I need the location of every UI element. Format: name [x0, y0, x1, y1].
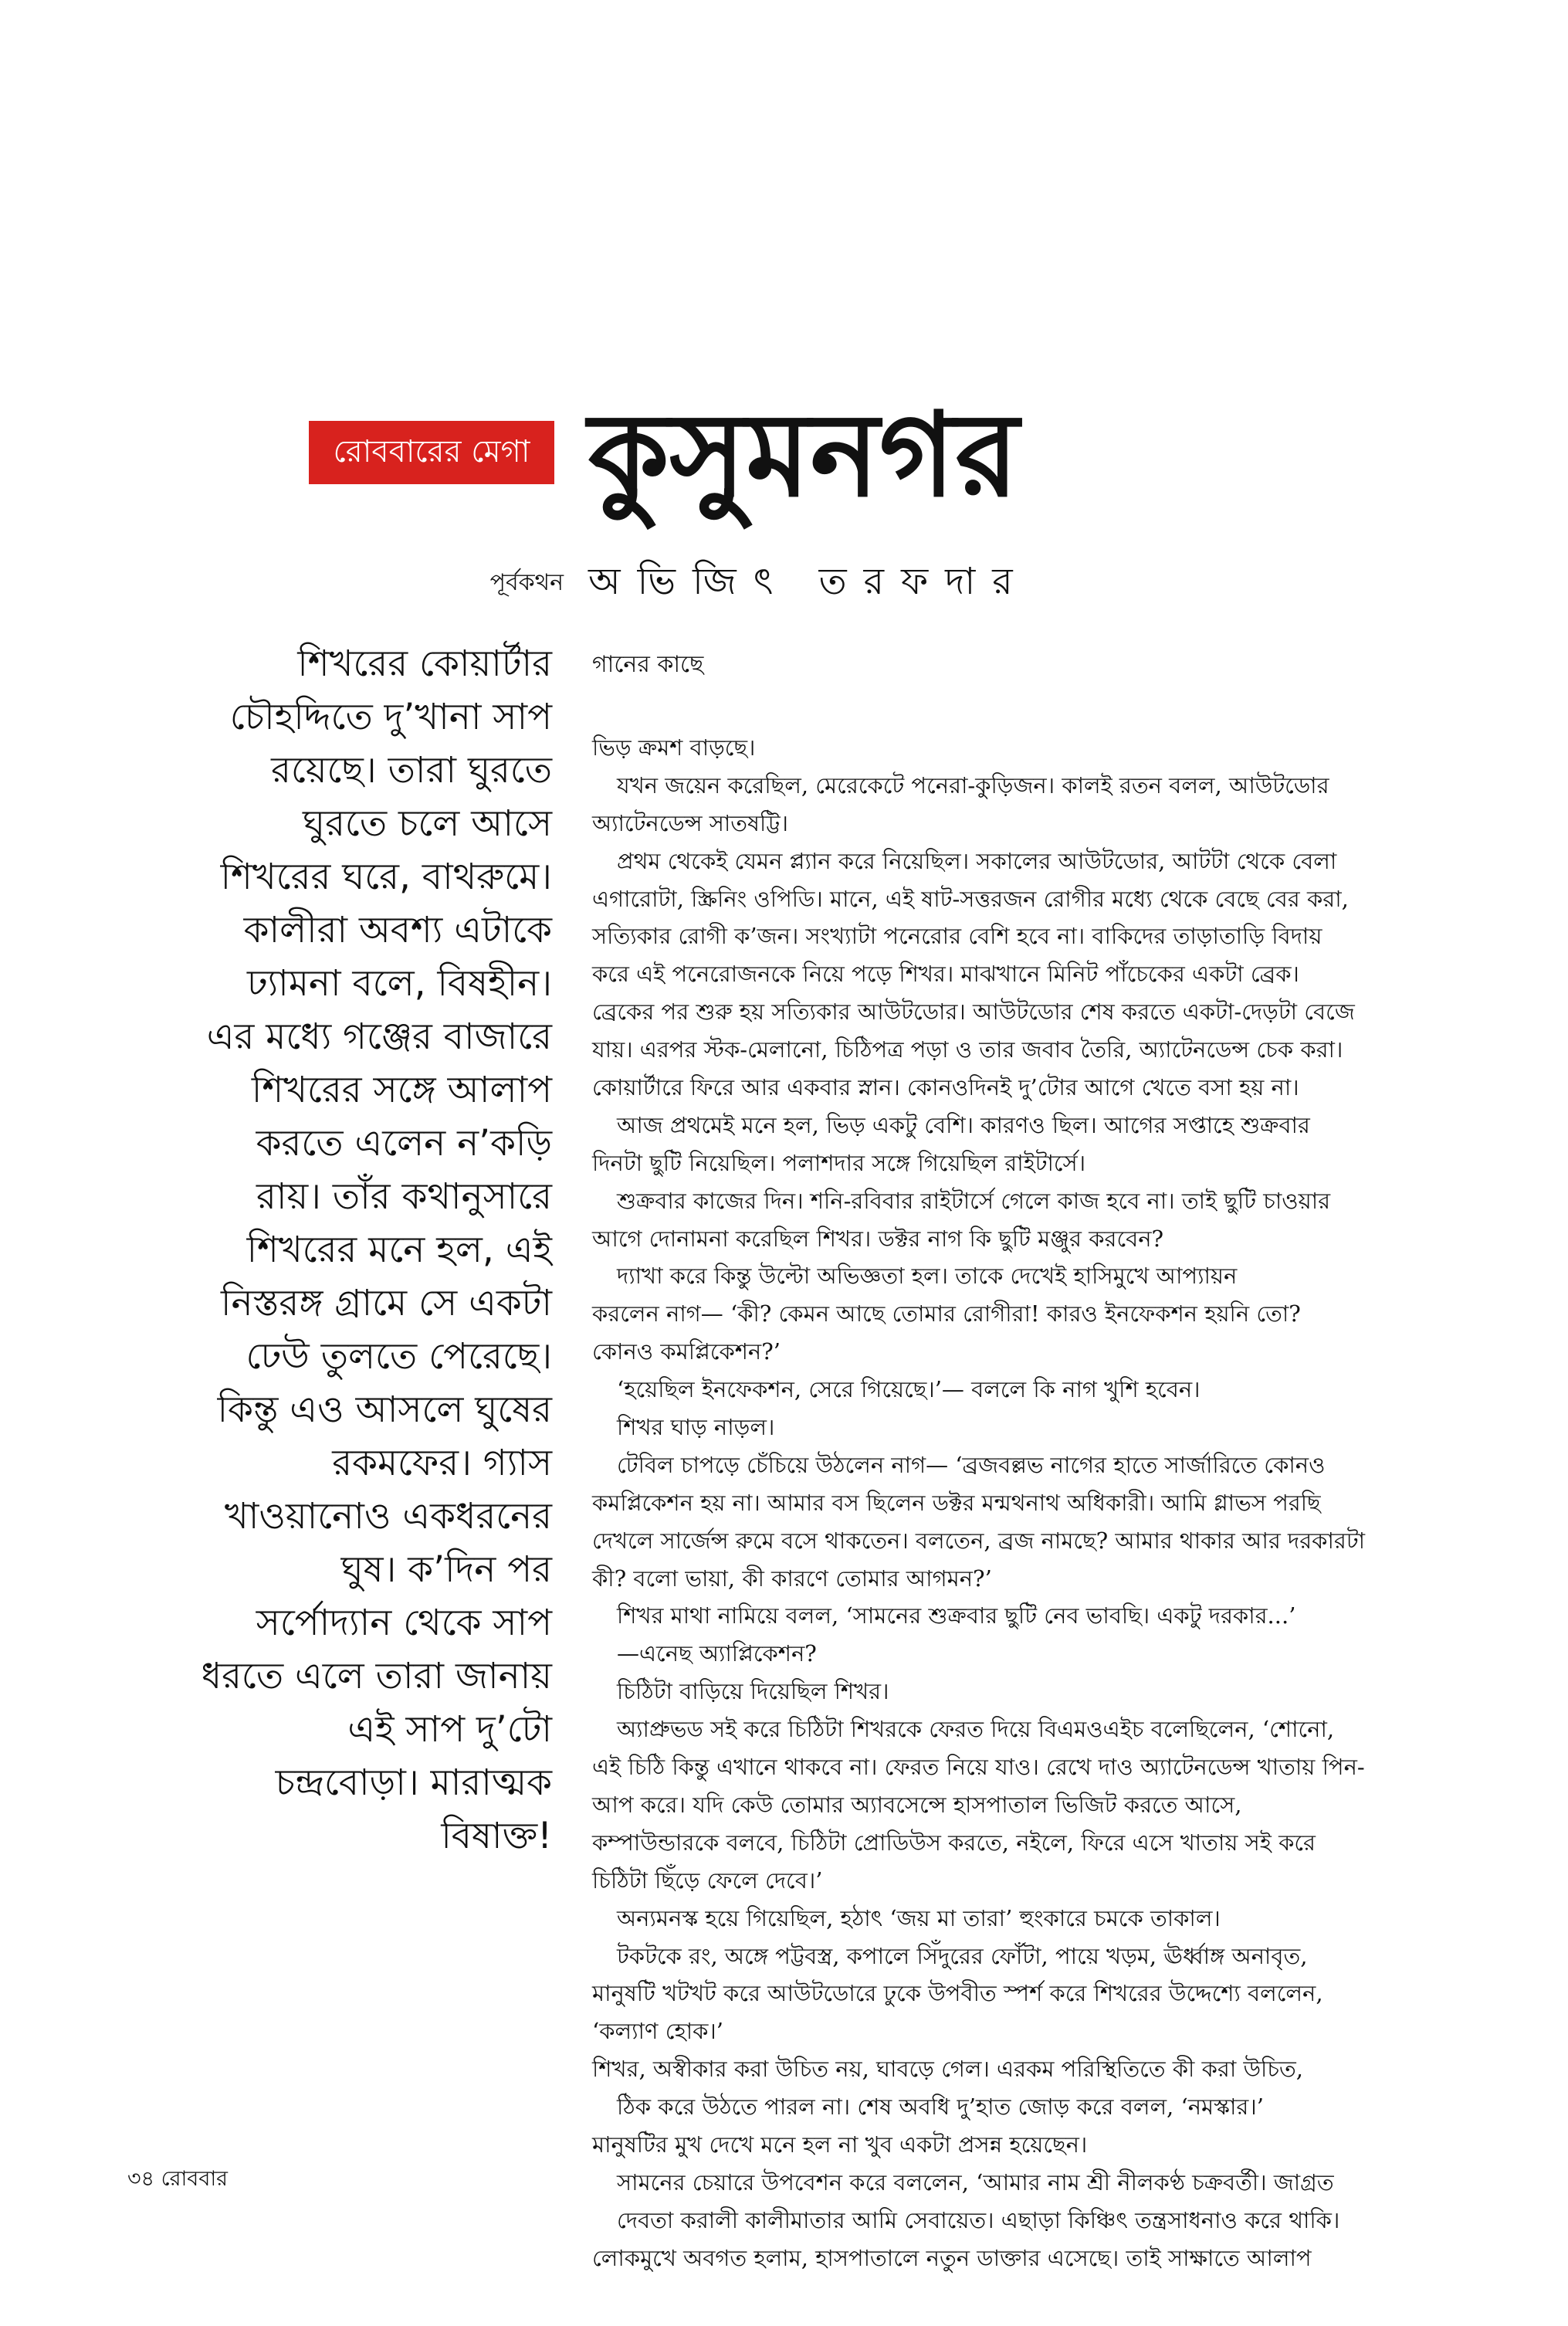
pull-quote-line: এর মধ্যে গঞ্জের বাজারে — [206, 1016, 552, 1058]
body-line: কোয়ার্টারে ফিরে আর একবার স্নান। কোনওদিনই দু’টোর আগে খেতে বসা হয় না। — [592, 1074, 1299, 1101]
body-line: এই চিঠি কিন্তু এখানে থাকবে না। ফেরত নিয়ে যাও। রেখে দাও অ্যাটেনডেন্স খাতায় পিন- — [592, 1754, 1365, 1781]
body-line: কমপ্লিকেশন হয় না। আমার বস ছিলেন ডক্টর মন্মথনাথ অধিকারী। আমি গ্লাভস পরছি — [592, 1489, 1321, 1516]
body-line: করে এই পনেরোজনকে নিয়ে পড়ে শিখর। মাঝখানে মিনিট পাঁচেকের একটা ব্রেক। — [592, 961, 1299, 988]
pull-quote-line: কিন্তু এও আসলে ঘুষের — [217, 1388, 552, 1431]
body-line: অন্যমনস্ক হয়ে গিয়েছিল, হঠাৎ ‘জয় মা তারা’ হুংকারে চমকে তাকাল। — [617, 1904, 1221, 1931]
pull-quote-line: রয়েছে। তারা ঘুরতে — [271, 749, 552, 792]
pull-quote-line: রকমফের। গ্যাস — [332, 1442, 552, 1484]
article-body — [592, 729, 1441, 2277]
pull-quote-line: শিখরের সঙ্গে আলাপ — [251, 1069, 552, 1111]
body-line: ‘কল্যাণ হোক।’ — [592, 2018, 723, 2045]
pull-quote-line: করতে এলেন ন’কড়ি — [256, 1122, 552, 1165]
pull-quote-line: কালীরা অবশ্য এটাকে — [243, 909, 552, 951]
body-line: —এনেছ অ্যাপ্লিকেশন? — [617, 1640, 817, 1667]
section-label: পূর্বকথন — [489, 569, 564, 596]
body-line: ব্রেকের পর শুরু হয় সত্যিকার আউটডোর। আউটডোর শেষ করতে একটা-দেড়টা বেজে — [592, 999, 1355, 1026]
pull-quote-line: শিখরের মনে হল, এই — [246, 1229, 552, 1271]
body-line: প্রথম থেকেই যেমন প্ল্যান করে নিয়েছিল। সকালের আউটডোর, আটটা থেকে বেলা — [617, 847, 1337, 874]
body-line: মানুষটির মুখ দেখে মনে হল না খুব একটা প্রসন্ন হয়েছেন। — [592, 2131, 1088, 2158]
body-line: টেবিল চাপড়ে চেঁচিয়ে উঠলেন নাগ— ‘ব্রজবল্লভ নাগের হাতে সার্জারিতে কোনও — [617, 1451, 1326, 1478]
body-line: অ্যাটেনডেন্স সাতষট্টি। — [592, 809, 789, 836]
pull-quote-line: রায়। তাঁর কথানুসারে — [256, 1175, 552, 1218]
pull-quote — [131, 637, 552, 1863]
body-line: ঠিক করে উঠতে পারল না। শেষ অবধি দু’হাত জোড় করে বলল, ‘নমস্কার।’ — [617, 2094, 1264, 2121]
body-line: সামনের চেয়ারে উপবেশন করে বললেন, ‘আমার নাম শ্রী নীলকণ্ঠ চক্রবর্তী। জাগ্রত — [617, 2168, 1334, 2195]
body-line: সত্যিকার রোগী ক’জন। সংখ্যাটা পনেরোর বেশি হবে না। বাকিদের তাড়াতাড়ি বিদায় — [592, 923, 1322, 950]
pull-quote-line: এই সাপ দু’টো — [347, 1708, 552, 1751]
body-line: দিনটা ছুটি নিয়েছিল। পলাশদার সঙ্গে গিয়েছিল রাইটার্সে। — [592, 1149, 1086, 1176]
body-line: করলেন নাগ— ‘কী? কেমন আছে তোমার রোগীরা! কারও ইনফেকশন হয়নি তো? — [592, 1300, 1301, 1327]
body-line: শিখর, অস্বীকার করা উচিত নয়, ঘাবড়ে গেল। এরকম পরিস্থিতিতে কী করা উচিত, — [592, 2056, 1303, 2083]
author-name: অভিজিৎ তরফদার — [588, 560, 1030, 603]
pull-quote-line: ঘুরতে চলে আসে — [303, 802, 552, 845]
pull-quote-line: চৌহদ্দিতে দু’খানা সাপ — [229, 696, 552, 738]
pull-quote-line: নিস্তরঙ্গ গ্রামে সে একটা — [221, 1282, 552, 1324]
body-line: চিঠিটা বাড়িয়ে দিয়েছিল শিখর। — [617, 1678, 889, 1705]
page-footer: ৩৪ রোববার — [127, 2167, 229, 2191]
pull-quote-line: ঢ্যামনা বলে, বিষহীন। — [246, 962, 552, 1005]
pull-quote-line: খাওয়ানোও একধরনের — [224, 1495, 552, 1538]
pull-quote-line: শিখরের কোয়ার্টার — [297, 643, 552, 685]
pull-quote-line: শিখরের ঘরে, বাথরুমে। — [220, 856, 552, 898]
body-line: কম্পাউন্ডারকে বলবে, চিঠিটা প্রোডিউস করতে, নইলে, ফিরে এসে খাতায় সই করে — [592, 1829, 1316, 1856]
body-line: দেবতা করালী কালীমাতার আমি সেবায়েত। এছাড়া কিঞ্চিৎ তন্ত্রসাধনাও করে থাকি। — [617, 2206, 1340, 2233]
pull-quote-line: ঢেউ তুলতে পেরেছে। — [246, 1335, 552, 1378]
body-line: টকটকে রং, অঙ্গে পট্টবস্ত্র, কপালে সিঁদুরের ফোঁটা, পায়ে খড়ম, ঊর্ধ্বাঙ্গ অনাবৃত, — [617, 1942, 1308, 1969]
pull-quote-line: চন্দ্রবোড়া। মারাত্মক — [275, 1761, 552, 1804]
body-line: এগারোটা, স্ক্রিনিং ওপিডি। মানে, এই ষাট-সত্তরজন রোগীর মধ্যে থেকে বেছে বের করা, — [592, 885, 1349, 912]
body-line: লোকমুখে অবগত হলাম, হাসপাতালে নতুন ডাক্তার এসেছে। তাই সাক্ষাতে আলাপ — [592, 2244, 1312, 2271]
body-line: আজ প্রথমেই মনে হল, ভিড় একটু বেশি। কারণও ছিল। আগের সপ্তাহে শুক্রবার — [617, 1111, 1310, 1138]
body-line: ‘হয়েছিল ইনফেকশন, সেরে গিয়েছে।’— বললে কি নাগ খুশি হবেন। — [617, 1376, 1201, 1403]
body-line: দ্যাখা করে কিন্তু উল্টো অভিজ্ঞতা হল। তাকে দেখেই হাসিমুখে আপ্যায়ন — [617, 1263, 1238, 1290]
story-title: কুসুমনগর — [588, 388, 1019, 523]
body-line: যায়। এরপর স্টক-মেলানো, চিঠিপত্র পড়া ও তার জবাব তৈরি, অ্যাটেনডেন্স চেক করা। — [592, 1036, 1343, 1063]
body-line: ভিড় ক্রমশ বাড়ছে। — [592, 734, 756, 761]
body-line: মানুষটি খটখট করে আউটডোরে ঢুকে উপবীত স্পর্শ করে শিখরের উদ্দেশ্যে বললেন, — [592, 1980, 1323, 2007]
body-line: যখন জয়েন করেছিল, মেরেকেটে পনেরা-কুড়িজন। কালই রতন বলল, আউটডোর — [617, 771, 1329, 799]
body-line: কোনও কমপ্লিকেশন?’ — [592, 1338, 781, 1365]
pull-quote-line: ধরতে এলে তারা জানায় — [201, 1655, 552, 1697]
body-line: চিঠিটা ছিঁড়ে ফেলে দেবে।’ — [592, 1867, 823, 1894]
pull-quote-line: সর্পোদ্যান থেকে সাপ — [256, 1602, 552, 1644]
body-line: আপ করে। যদি কেউ তোমার অ্যাবসেন্সে হাসপাতাল ভিজিট করতে আসে, — [592, 1791, 1242, 1818]
body-line: দেখলে সার্জেন্স রুমে বসে থাকতেন। বলতেন, ব্রজ নামছে? আমার থাকার আর দরকারটা — [592, 1527, 1366, 1554]
body-line: আগে দোনামনা করেছিল শিখর। ডক্টর নাগ কি ছুটি মঞ্জুর করবেন? — [592, 1225, 1164, 1252]
pull-quote-line: ঘুষ। ক’দিন পর — [340, 1548, 552, 1591]
body-line: শিখর ঘাড় নাড়ল। — [617, 1414, 775, 1441]
body-line: কী? বলো ভায়া, কী কারণে তোমার আগমন?’ — [592, 1565, 992, 1592]
pull-quote-line: বিষাক্ত! — [441, 1815, 552, 1857]
body-line: অ্যাপ্রুভড সই করে চিঠিটা শিখরকে ফেরত দিয়ে বিএমওএইচ বলেছিলেন, ‘শোনো, — [617, 1716, 1335, 1743]
body-line: শিখর মাথা নামিয়ে বলল, ‘সামনের শুক্রবার ছুটি নেব ভাবছি। একটু দরকার...’ — [617, 1602, 1296, 1629]
section-badge: রোববারের মেগা — [309, 421, 554, 484]
body-line: শুক্রবার কাজের দিন। শনি-রবিবার রাইটার্সে গেলে কাজ হবে না। তাই ছুটি চাওয়ার — [617, 1187, 1331, 1214]
chapter-subhead: গানের কাছে — [592, 651, 704, 678]
